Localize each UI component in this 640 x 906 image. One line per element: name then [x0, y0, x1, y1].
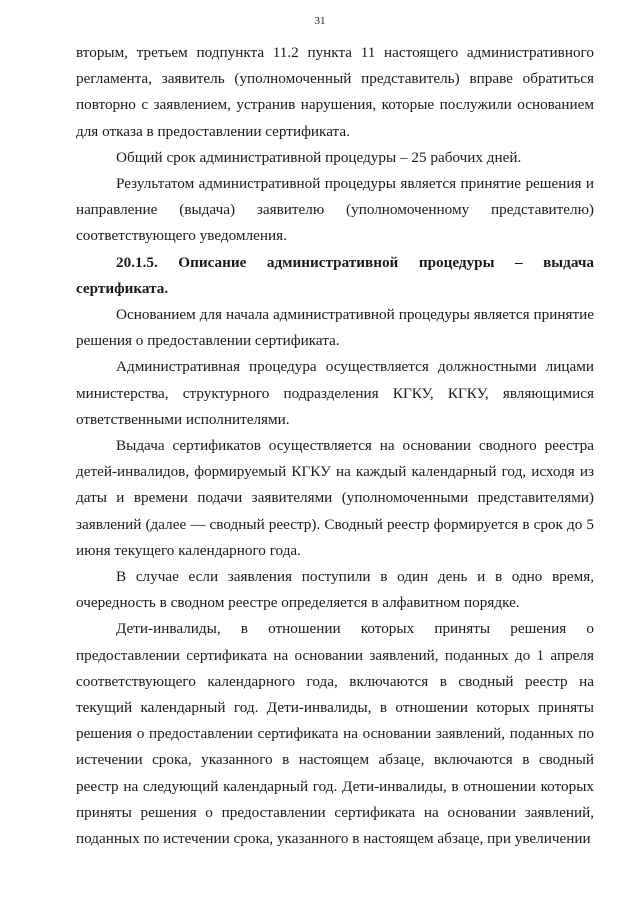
document-body — [76, 40, 594, 852]
paragraph-5: Основанием для начала административной процедуры является принятие решения о предоставлении сертификата. — [76, 306, 594, 350]
paragraph-7: Выдача сертификатов осуществляется на основании сводного реестра детей-инвалидов, формируемый КГКУ на каждый календарный год, исходя из даты и времени подачи заявителями (уполномоченными представителями) заявлений (далее — сводный реестр). Сводный реестр формируется в срок до 5 июня текущего календарного года. — [76, 437, 594, 559]
page-number: 31 — [314, 15, 326, 27]
paragraph-6: Административная процедура осуществляется должностными лицами министерства, структурного подразделения КГКУ, КГКУ, являющимися ответственными исполнителями. — [76, 358, 594, 428]
section-heading: 20.1.5. Описание административной процедуры – выдача сертификата. — [76, 253, 594, 297]
paragraph-8: В случае если заявления поступили в один день и в одно время, очередность в сводном реестре определяется в алфавитном порядке. — [76, 568, 594, 612]
paragraph-3: Результатом административной процедуры является принятие решения и направление (выдача) заявителю (уполномоченному представителю) соответствующего уведомления. — [76, 175, 594, 245]
paragraph-2: Общий срок административной процедуры – 25 рабочих дней. — [116, 148, 522, 166]
paragraph-1: вторым, третьем подпункта 11.2 пункта 11 настоящего административного регламента, заявитель (уполномоченный представитель) вправе обратиться повторно с заявлением, устранив нарушения, которые послужили основанием для отказа в предоставлении сертификата. — [76, 44, 594, 140]
paragraph-9: Дети-инвалиды, в отношении которых приняты решения о предоставлении сертификата на основании заявлений, поданных до 1 апреля соответствующего календарного года, включаются в сводный реестр на текущий календарный год. Дети-инвалиды, в отношении которых приняты решения о предоставлении сертификата на основании заявлений, поданных по истечении срока, указанного в настоящем абзаце, включаются в сводный реестр на следующий календарный год. Дети-инвалиды, в отношении которых приняты решения о предоставлении сертификата на основании заявлений, поданных по истечении срока, указанного в настоящем абзаце, при увеличении — [76, 620, 594, 848]
